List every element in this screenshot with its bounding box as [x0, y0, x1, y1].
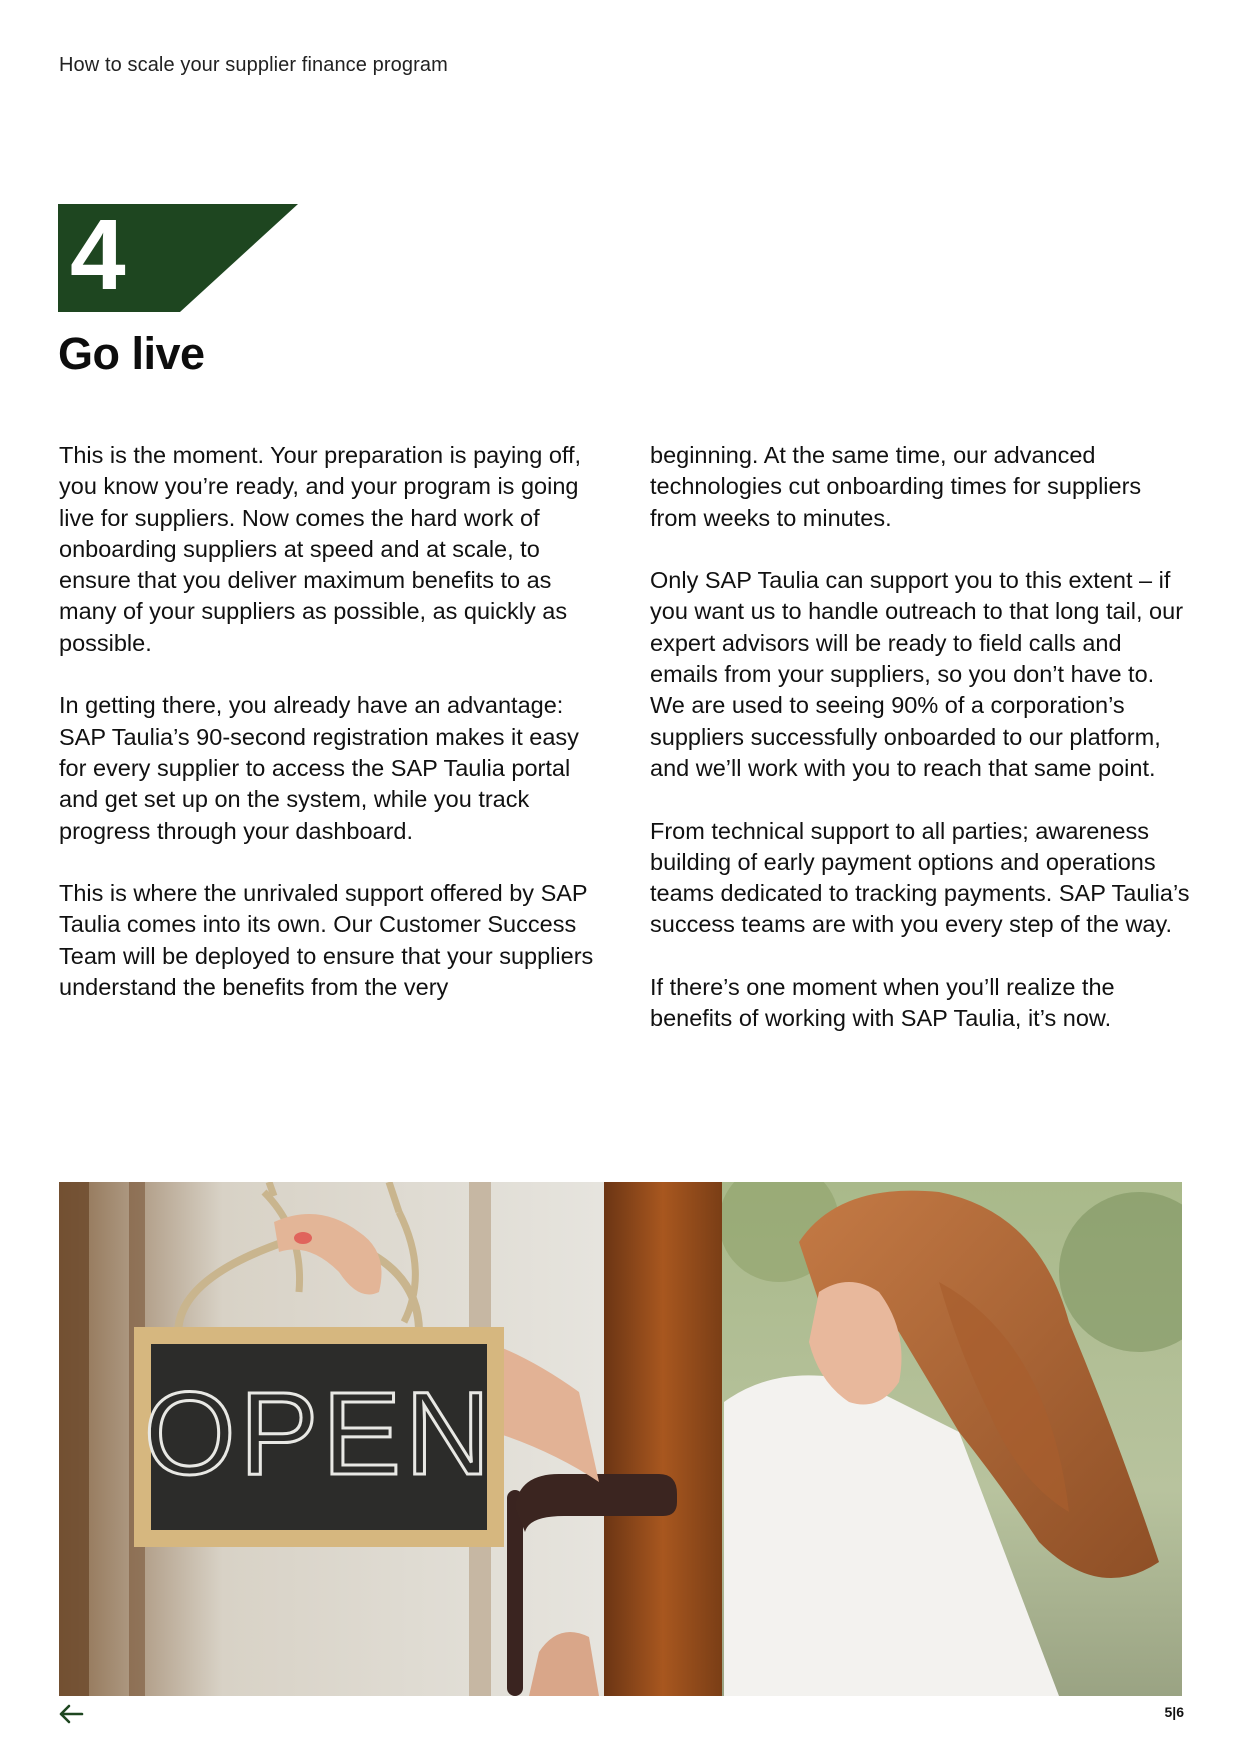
paragraph: This is the moment. Your preparation is paying off, you know you’re ready, and your program is going live for suppliers. Now comes the hard work of onboarding suppliers at speed and at scale, to ensure that you deliver maximum benefits to as many of your suppliers as possible, as quickly as possible.	[59, 442, 582, 656]
paragraph: In getting there, you already have an advantage: SAP Taulia’s 90-second registration makes it easy for every supplier to access the SAP Taulia portal and get set up on the system, while you track progress through your dashboard.	[59, 692, 579, 844]
body-column-left	[59, 440, 599, 1035]
paragraph: This is where the unrivaled support offered by SAP Taulia comes into its own. Our Customer Success Team will be deployed to ensure that your suppliers understand the benefits from the very	[59, 880, 594, 1001]
photo-open-sign	[59, 1182, 1182, 1696]
page-number: 5|6	[1164, 1704, 1184, 1720]
section-heading: Go live	[58, 328, 205, 379]
paragraph: beginning. At the same time, our advanced technologies cut onboarding times for suppliers from weeks to minutes.	[650, 442, 1142, 531]
paragraph: From technical support to all parties; awareness building of early payment options and operations teams dedicated to tracking payments. SAP Taulia’s success teams are with you every step of the way.	[650, 817, 1190, 938]
paragraph: Only SAP Taulia can support you to this extent – if you want us to handle outreach to that long tail, our expert advisors will be ready to field calls and emails from your suppliers, so you don’t have to. We are used to seeing 90% of a corporation’s suppliers successfully onboarded to our platform, and we’ll work with you to reach that same point.	[650, 567, 1184, 781]
body-column-right	[650, 440, 1190, 1066]
section-badge	[58, 199, 298, 312]
sign-text: OPEN	[143, 1368, 495, 1500]
paragraph: If there’s one moment when you’ll realize the benefits of working with SAP Taulia, it’s now.	[650, 974, 1115, 1032]
running-title: How to scale your supplier finance program	[59, 54, 448, 76]
arrow-left-icon[interactable]	[57, 1702, 85, 1726]
section-number: 4	[70, 199, 126, 311]
